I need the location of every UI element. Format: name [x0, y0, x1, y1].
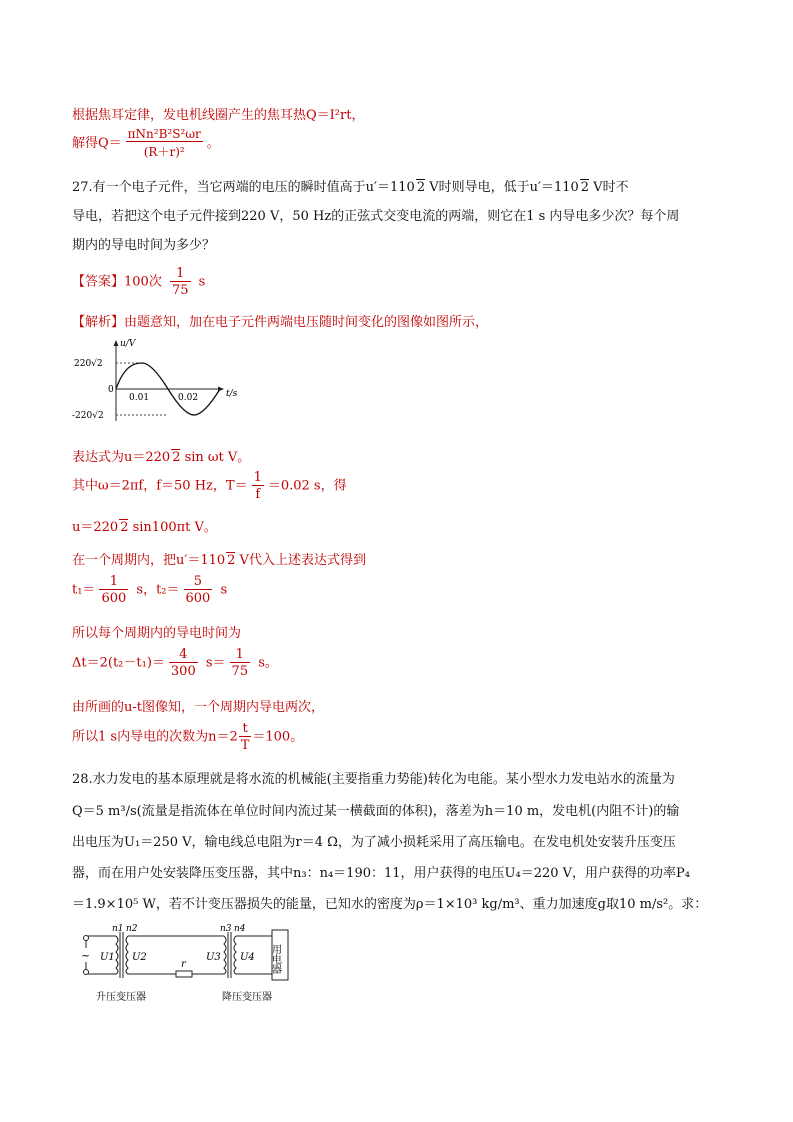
- expr3-sqrt: 2: [120, 520, 129, 535]
- graph-y-label: u/V: [120, 339, 136, 349]
- q27-sqrt-2: 2: [580, 180, 590, 195]
- voltage-time-graph: [72, 336, 252, 428]
- graph-y-bottom-tick: -220√2: [72, 411, 104, 421]
- label-load: 用电器: [269, 944, 281, 974]
- expr5-denominator-1: 600: [101, 591, 127, 606]
- q27-text-a: 27.有一个电子元件，当它两端的电压的瞬时值高于u′＝110: [72, 180, 415, 195]
- step-up-primary-coil: [116, 936, 118, 974]
- solution-joule-heat-result: [72, 127, 220, 160]
- label-n3: n3: [220, 924, 232, 934]
- analysis-tag: 【解析】: [72, 315, 125, 330]
- expression-1: [72, 446, 250, 465]
- expr5-b: s，t₂＝: [132, 582, 180, 598]
- question-28-line-1: 28.水力发电的基本原理就是将水流的机械能(主要指重力势能)转化为电能。某小型水力发电站水的流量为: [72, 772, 675, 787]
- expr9-denominator: T: [240, 738, 250, 753]
- expression-3: [72, 516, 217, 535]
- source-terminal-top: [84, 936, 89, 941]
- expr3-a: u＝220: [72, 520, 119, 535]
- answer-tag: 【答案】: [72, 274, 125, 290]
- solution-joule-law: 根据焦耳定律，发电机线圈产生的焦耳热Q＝I²rt，: [72, 108, 365, 123]
- q27-text-b: V时则导电，低于u′＝110: [425, 180, 579, 195]
- q27-text-c: V时不: [589, 180, 629, 195]
- result-suffix: 。: [206, 136, 220, 151]
- expr2-a: 其中ω＝2πf，f＝50 Hz，T＝: [72, 478, 248, 494]
- label-n2: n2: [126, 924, 138, 934]
- expr7-numerator-2: 1: [235, 647, 244, 662]
- expr5-c: s: [216, 582, 228, 598]
- expr5-numerator-2: 5: [193, 574, 203, 589]
- expr2-denominator: f: [252, 485, 264, 502]
- question-28-line-5: ＝1.9×10⁵ W，若不计变压器损失的能量，已知水的密度为ρ＝1×10³ kg/m³、重力加速度g取10 m/s²。求：: [72, 897, 708, 912]
- expression-9: [72, 721, 303, 753]
- step-down-caption: 降压变压器: [222, 992, 272, 1003]
- expr5-a: t₁＝: [72, 582, 96, 598]
- expr9-b: ＝100。: [252, 729, 304, 745]
- source-terminal-bottom: [84, 970, 89, 975]
- expr9-numerator: t: [242, 721, 248, 736]
- graph-zero-tick: 0: [108, 385, 114, 395]
- analysis-text: 由题意知，加在电子元件两端电压随时间变化的图像如图所示，: [124, 315, 489, 330]
- answer-text: 100次: [124, 274, 166, 290]
- label-u4: U4: [240, 952, 255, 963]
- question-28-line-3: 出电压为U₁＝250 V，输电线总电阻为r＝4 Ω，为了减小损耗采用了高压输电。在发电机处安装升压变压: [72, 835, 676, 850]
- result-denominator: (R＋r)²: [126, 141, 203, 160]
- step-up-caption: 升压变压器: [96, 992, 146, 1003]
- expr4-b: V代入上述表达式得到: [235, 553, 366, 568]
- expression-4: [72, 549, 366, 568]
- expression-7: [72, 647, 278, 679]
- expr7-b: s＝: [201, 655, 226, 671]
- expr4-sqrt: 2: [227, 553, 236, 568]
- question-27-line-2: 导电，若把这个电子元件接到220 V，50 Hz的正弦式交变电流的两端，则它在1 s 内导电多少次？每个周: [72, 209, 680, 224]
- graph-x-label: t/s: [226, 389, 238, 399]
- expr4-a: 在一个周期内，把u′＝110: [72, 553, 226, 568]
- step-down-secondary-coil: [234, 936, 236, 974]
- expr7-denominator-2: 75: [231, 664, 249, 679]
- question-28-line-4: 器，而在用户处安装降压变压器，其中n₃：n₄＝190：11，用户获得的电压U₄＝220 V，用户获得的功率P₄: [72, 866, 690, 881]
- step-down-primary-coil: [224, 936, 226, 974]
- expr7-denominator-1: 300: [170, 664, 196, 679]
- expr2-numerator: 1: [253, 470, 262, 485]
- expr3-b: sin100πt V。: [128, 520, 217, 535]
- expr7-numerator-1: 4: [179, 647, 188, 662]
- analysis-line: [72, 311, 488, 330]
- expression-2: [72, 470, 347, 502]
- step-up-secondary-coil: [126, 936, 128, 974]
- graph-x-tick-1: 0.01: [129, 393, 150, 403]
- expr9-a: 所以1 s内导电的次数为n＝2: [72, 729, 238, 745]
- answer-denominator: 75: [171, 283, 189, 298]
- label-r: r: [181, 959, 186, 970]
- question-28-line-2: Q＝5 m³/s(流量是指流体在单位时间内流过某一横截面的体积)，落差为h＝10 m，发电机(内阻不计)的输: [72, 804, 680, 819]
- expr7-c: s。: [254, 655, 278, 671]
- expr1-b: sin ωt V。: [180, 450, 251, 465]
- expr5-numerator-1: 1: [109, 574, 118, 589]
- ac-source-symbol: ~: [81, 949, 91, 962]
- graph-x-tick-2: 0.02: [178, 393, 199, 403]
- expression-5: [72, 574, 227, 606]
- answer-unit: s: [194, 274, 206, 290]
- graph-y-top-tick: 220√2: [74, 359, 103, 369]
- label-n4: n4: [234, 924, 246, 934]
- expr1-sqrt: 2: [172, 450, 181, 465]
- expr7-a: Δt＝2(t₂－t₁)＝: [72, 655, 165, 671]
- label-u1: U1: [100, 952, 115, 963]
- question-27-line-3: 期内的导电时间为多少？: [72, 238, 216, 253]
- label-u2: U2: [132, 952, 147, 963]
- label-n1: n1: [112, 924, 124, 934]
- answer-line: [72, 266, 205, 298]
- expression-6: 所以每个周期内的导电时间为: [72, 626, 242, 641]
- expression-8: 由所画的u-t图像知，一个周期内导电两次，: [72, 700, 324, 715]
- q27-sqrt-1: 2: [416, 180, 426, 195]
- graph-y-arrow: [114, 340, 119, 346]
- label-u3: U3: [206, 952, 221, 963]
- expr1-a: 表达式为u＝220: [72, 450, 171, 465]
- expr5-denominator-2: 600: [185, 591, 211, 606]
- answer-numerator: 1: [176, 266, 185, 281]
- line-resistor: [176, 971, 192, 977]
- result-prefix: 解得Q＝: [72, 136, 122, 151]
- expr2-b: ＝0.02 s，得: [267, 478, 347, 494]
- transmission-circuit-diagram: [72, 922, 312, 1004]
- question-27-line-1: [72, 176, 629, 195]
- result-numerator: πNn²B²S²ωr: [127, 127, 201, 141]
